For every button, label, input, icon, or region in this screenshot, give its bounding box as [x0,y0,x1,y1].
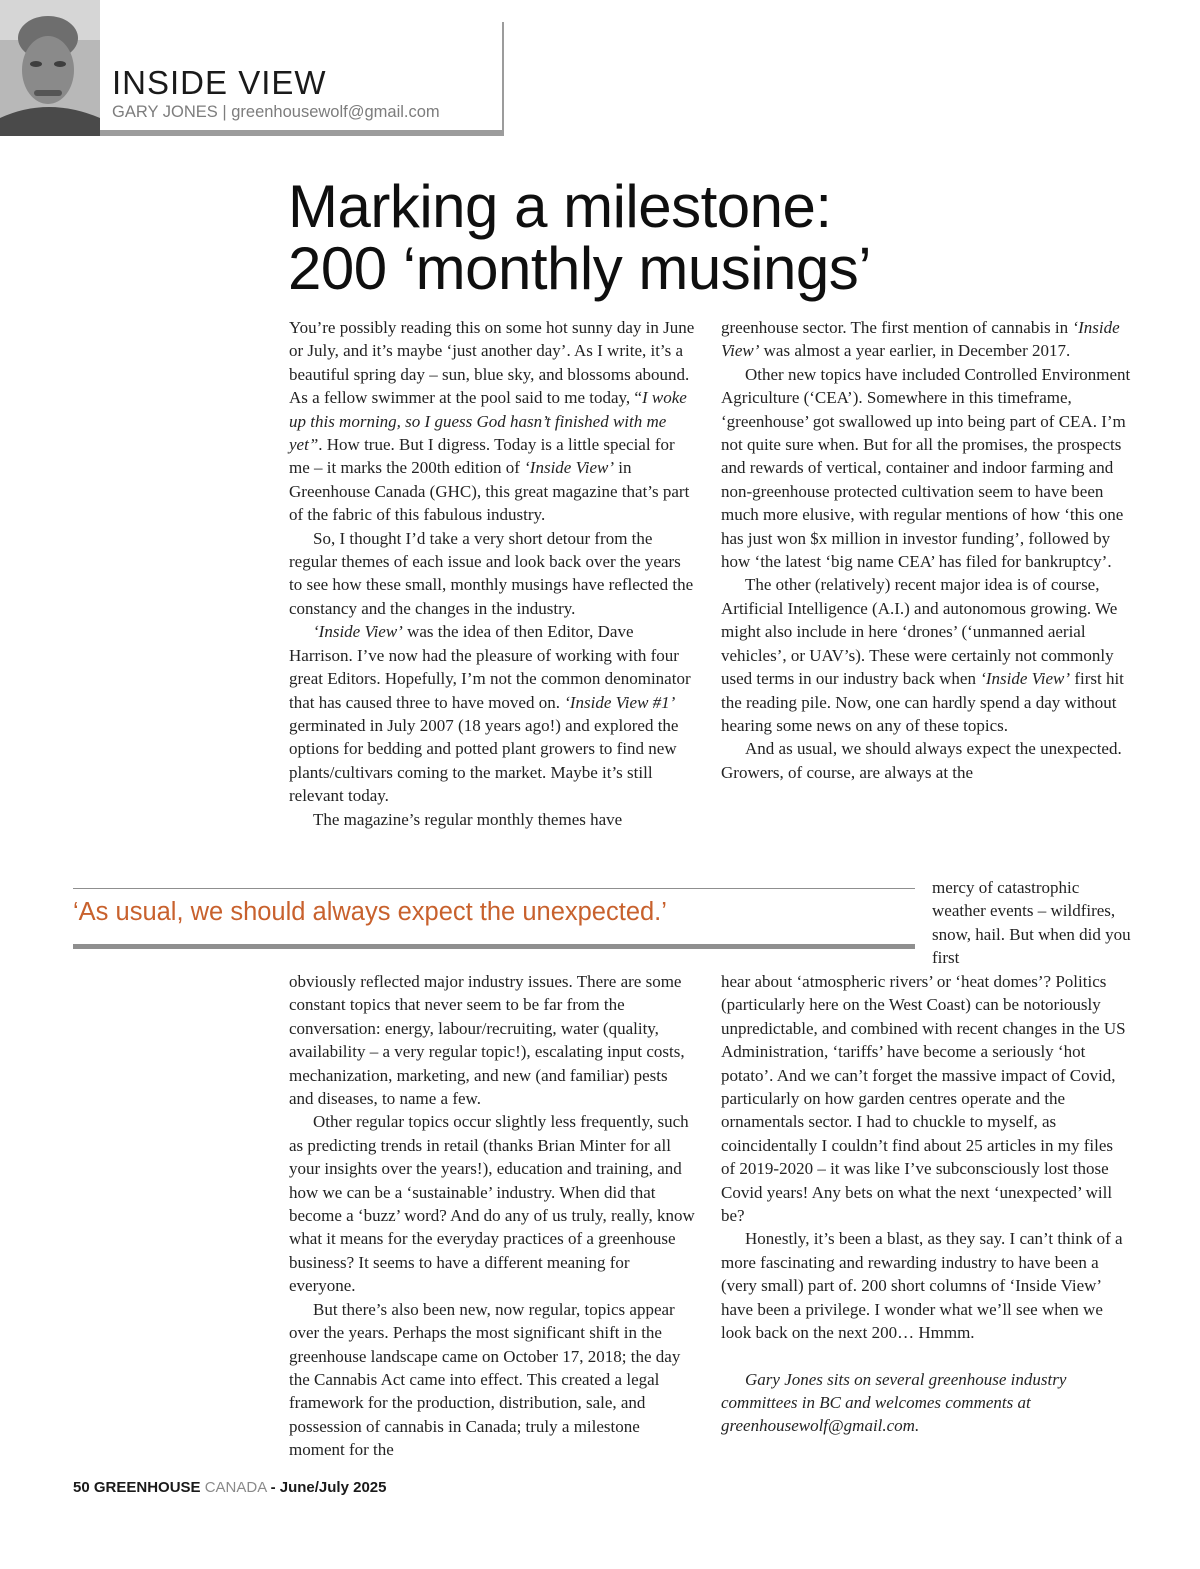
author-bio: Gary Jones sits on several greenhouse industry committees in BC and welcomes comments at greenhousewolf@gmail.com. [721,1369,1067,1436]
body-left-bottom [289,970,695,1462]
paragraph: hear about ‘atmospheric rivers’ or ‘heat domes’? Politics (particularly here on the West Coast) can be notoriously unpredictable, and combined with recent changes in the US Administration, ‘tariffs’ have become a seriously ‘hot potato’. And we can’t forget the massive impact of Covid, particularly on how garden centres operate and the ornamentals sector. I had to chuckle to myself, as coincidentally I couldn’t find about 25 articles in my files of 2019-2020 – it was like I’ve subconsciously lost those Covid years! Any bets on what the next ‘unexpected’ will be? [721,972,1126,1226]
body-right-top [721,316,1131,784]
author-email: greenhousewolf@gmail.com [231,103,440,121]
headline [288,173,872,302]
paragraph: Other regular topics occur slightly less frequently, such as predicting trends in retail (thanks Brian Minter for all your insights over the years!), education and training, and how we can be a ‘sustainable’ industry. When did that become a ‘buzz’ word? And do any of us truly, really, know what it means for the everyday practices of a greenhouse business? It seems to have a different meaning for everyone. [289,1112,695,1296]
paragraph: greenhouse sector. The first mention of cannabis in ‘Inside View’ was almost a year earlier, in December 2017. [721,318,1120,361]
paragraph: The other (relatively) recent major idea is of course, Artificial Intelligence (A.I.) and autonomous growing. We might also include in here ‘drones’ (‘unmanned aerial vehicles’, or UAV’s). These were certainly not commonly used terms in our industry back when ‘Inside View’ first hit the reading pile. Now, one can hardly spend a day without hearing some news on any of these topics. [721,575,1124,735]
body-right-wrap [932,876,1132,970]
byline [112,104,440,121]
paragraph: Honestly, it’s been a blast, as they say. I can’t think of a more fascinating and rewarding industry to have been a (very small) part of. 200 short columns of ‘Inside View’ have been a privilege. I wonder what we’ll see when we look back on the next 200… Hmmm. [721,1229,1123,1343]
byline-separator: | [217,103,232,121]
body-left-top [289,316,695,831]
paragraph: So, I thought I’d take a very short detour from the regular themes of each issue and look back over the years to see how these small, monthly musings have reflected the constancy and the changes in the industry. [289,528,694,618]
headline-line-1: Marking a milestone: [288,173,832,240]
paragraph: mercy of catastrophic weather events – wildfires, snow, hail. But when did you first [932,878,1131,968]
pull-quote-top-rule [73,888,915,889]
pull-quote-bottom-rule [73,944,915,949]
footer-brand-light: CANADA [204,1479,267,1496]
header-vertical-rule [502,22,504,134]
body-right-bottom [721,970,1131,1438]
author-portrait-image [0,0,100,136]
pull-quote: ‘As usual, we should always expect the unexpected.’ [73,898,667,926]
page-number: 50 [73,1479,90,1496]
paragraph: ‘Inside View’ was the idea of then Editor, Dave Harrison. I’ve now had the pleasure of working with four great Editors. Hopefully, I’m not the common denominator that has caused three to have moved on. ‘Inside View #1’ germinated in July 2007 (18 years ago!) and explored the options for bedding and potted plant growers to find new plants/cultivars coming to the market. Maybe it’s still relevant today. [289,622,691,806]
page-footer [73,1480,386,1495]
author-name: GARY JONES [112,103,218,121]
paragraph: The magazine’s regular monthly themes have [313,809,623,829]
paragraph: But there’s also been new, now regular, topics appear over the years. Perhaps the most significant shift in the greenhouse landscape came on October 17, 2018; the day the Cannabis Act came into effect. This created a legal framework for the production, distribution, sale, and possession of cannabis in Canada; truly a milestone moment for the [289,1299,681,1460]
footer-brand: GREENHOUSE [93,1479,201,1496]
paragraph: You’re possibly reading this on some hot sunny day in June or July, and it’s maybe ‘just another day’. As I write, it’s a beautiful spring day – sun, blue sky, and blossoms abound. As a fellow swimmer at the pool said to me today, “I woke up this morning, so I guess God hasn’t finished with me yet”. How true. But I digress. Today is a little special for me – it marks the 200th edition of ‘Inside View’ in Greenhouse Canada (GHC), this great magazine that’s part of the fabric of this fabulous industry. [289,318,695,525]
paragraph: Other new topics have included Controlled Environment Agriculture (‘CEA’). Somewhere in this timeframe, ‘greenhouse’ got swallowed up into being part of CEA. I’m not quite sure when. But for all the promises, the prospects and rewards of vertical, container and indoor farming and non-greenhouse protected cultivation seem to have been much more elusive, with regular mentions of how ‘this one has just won $x million in investor funding’, followed by how ‘the latest ‘big name CEA’ has filed for bankruptcy’. [721,364,1131,572]
column-name: INSIDE VIEW [112,64,327,101]
header-rule [100,130,504,136]
paragraph: And as usual, we should always expect the unexpected. Growers, of course, are always at the [721,739,1122,782]
headline-line-2: 200 ‘monthly musings’ [288,235,872,302]
footer-issue: - June/July 2025 [270,1479,387,1496]
author-photo [0,0,100,136]
paragraph: obviously reflected major industry issues. There are some constant topics that never seem to be far from the conversation: energy, labour/recruiting, water (quality, availability – a very regular topic!), escalating input costs, mechanization, marketing, and new (and familiar) pests and diseases, to name a few. [289,972,685,1109]
